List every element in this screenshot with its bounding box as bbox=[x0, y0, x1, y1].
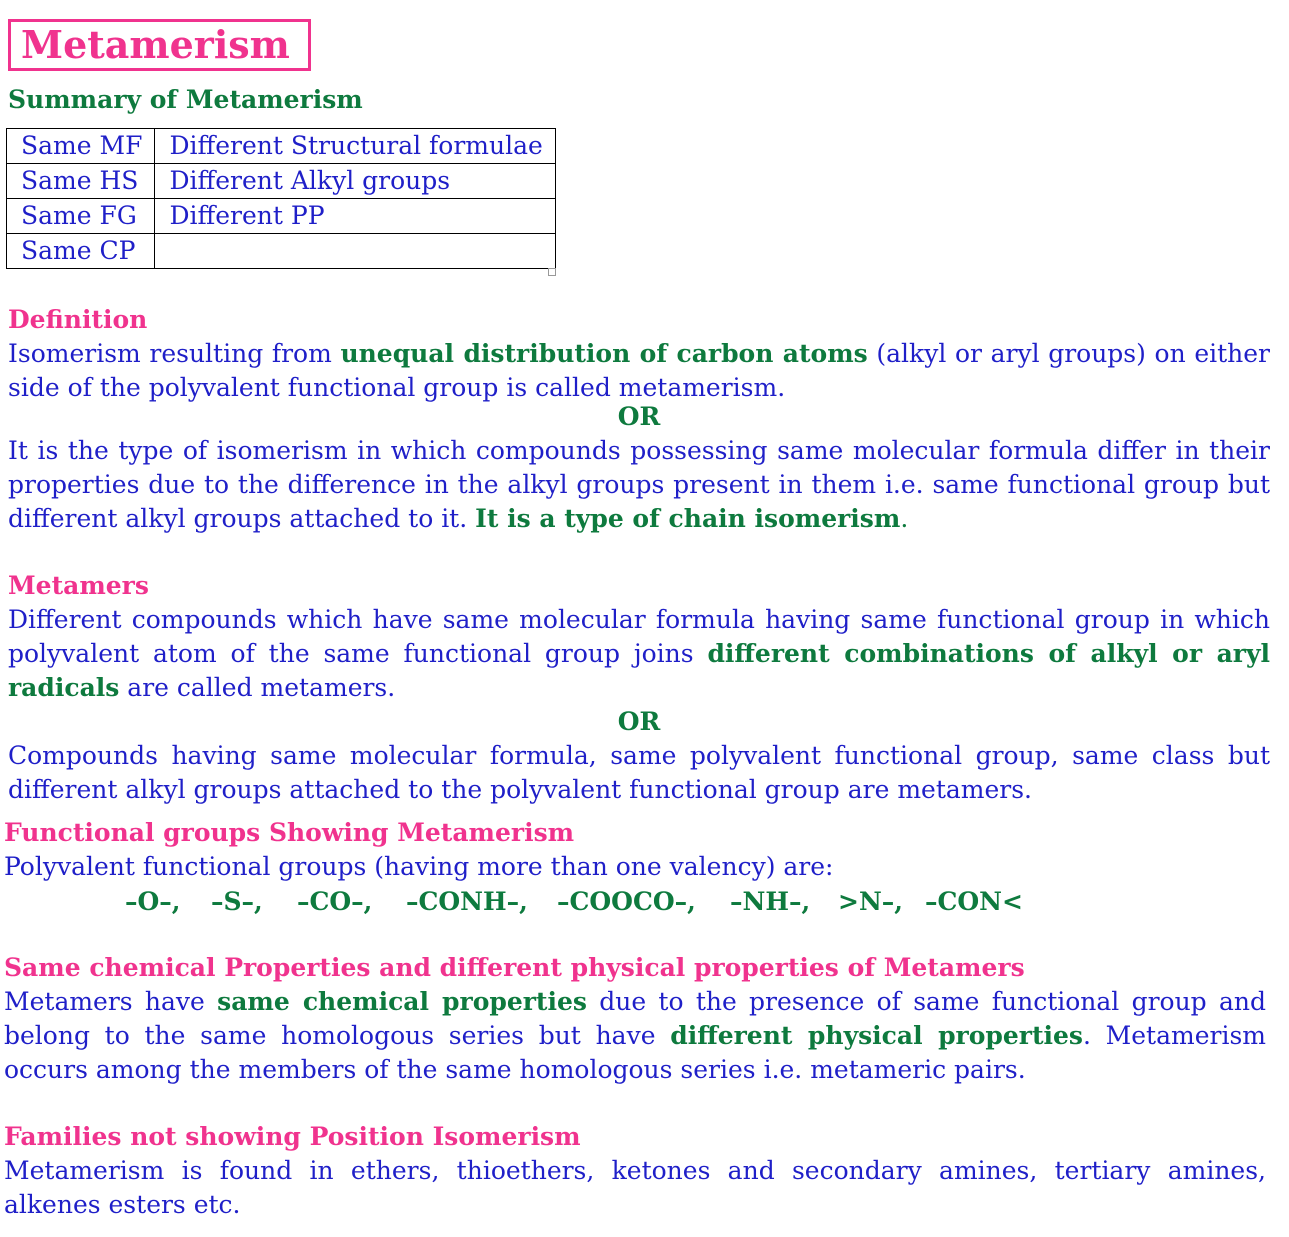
functional-group: >N–, bbox=[838, 887, 904, 916]
table-cell: Different PP bbox=[155, 199, 555, 234]
functional-groups-heading: Functional groups Showing Metamerism bbox=[4, 818, 575, 847]
functional-group: –CO–, bbox=[297, 887, 373, 916]
properties-heading: Same chemical Properties and different physical properties of Metamers bbox=[4, 953, 1025, 982]
definition-section bbox=[8, 303, 1270, 402]
text-run: (alkyl or aryl groups) on either side of the polyvalent functional group is called metamerism. bbox=[8, 339, 1270, 402]
table-cell: Same FG bbox=[7, 199, 155, 234]
table-cell bbox=[155, 234, 555, 269]
functional-groups-section bbox=[4, 816, 1266, 884]
families-heading: Families not showing Position Isomerism bbox=[4, 1122, 581, 1151]
metamers-section bbox=[8, 569, 1270, 807]
summary-heading: Summary of Metamerism bbox=[8, 85, 363, 114]
metamers-paragraph-2: Compounds having same molecular formula, same polyvalent functional group, same class but different alkyl groups attached to the polyvalent functional group are metamers. bbox=[8, 741, 1270, 804]
emphasis-text: It is a type of chain isomerism bbox=[475, 504, 901, 533]
table-row bbox=[7, 129, 556, 164]
families-paragraph: Metamerism is found in ethers, thioethers, ketones and secondary amines, tertiary amines, alkenes esters etc. bbox=[4, 1156, 1266, 1219]
table-row bbox=[7, 164, 556, 199]
emphasis-text: same chemical properties bbox=[217, 987, 587, 1016]
functional-group: –COOCO–, bbox=[557, 887, 696, 916]
text-run: . Metamerism occurs among the members of the same homologous series i.e. metameric pairs. bbox=[4, 1021, 1266, 1084]
functional-groups-intro: Polyvalent functional groups (having more than one valency) are: bbox=[4, 852, 834, 881]
properties-section bbox=[4, 951, 1266, 1087]
summary-table bbox=[6, 128, 556, 269]
definition-paragraph-2 bbox=[8, 434, 1270, 536]
or-separator: OR bbox=[617, 402, 661, 431]
functional-group: –CONH–, bbox=[406, 887, 528, 916]
emphasis-text: unequal distribution of carbon atoms bbox=[340, 339, 868, 368]
functional-group: –CON< bbox=[925, 887, 1023, 916]
metamers-paragraph-1 bbox=[8, 603, 1270, 705]
table-cell: Same CP bbox=[7, 234, 155, 269]
functional-group: –NH–, bbox=[730, 887, 811, 916]
table-cell: Same HS bbox=[7, 164, 155, 199]
text-run: . bbox=[900, 504, 909, 533]
or-separator: OR bbox=[617, 707, 661, 736]
table-cell: Different Alkyl groups bbox=[155, 164, 555, 199]
definition-heading: Definition bbox=[8, 305, 148, 334]
emphasis-text: different combinations of alkyl or aryl radicals bbox=[8, 639, 1271, 702]
emphasis-text: different physical properties bbox=[670, 1021, 1083, 1050]
table-row bbox=[7, 199, 556, 234]
text-run: Different compounds which have same molecular formula having same functional group in which polyvalent atom of the same functional group joins bbox=[8, 605, 1270, 668]
metamers-heading: Metamers bbox=[8, 571, 149, 600]
text-run: It is the type of isomerism in which compounds possessing same molecular formula differ in their properties due to the difference in the alkyl groups present in them i.e. same functional group but different alkyl groups attached to it. bbox=[8, 436, 1270, 533]
table-resize-handle[interactable] bbox=[548, 268, 556, 276]
table-cell: Same MF bbox=[7, 129, 155, 164]
definition-continuation bbox=[8, 400, 1270, 536]
page-title: Metamerism bbox=[8, 19, 311, 71]
definition-paragraph-1 bbox=[8, 337, 1270, 402]
families-section bbox=[4, 1120, 1266, 1222]
table-cell: Different Structural formulae bbox=[155, 129, 555, 164]
text-run: Isomerism resulting from bbox=[8, 339, 341, 368]
properties-paragraph bbox=[4, 985, 1266, 1087]
functional-group: –O–, bbox=[125, 887, 181, 916]
functional-group: –S–, bbox=[211, 887, 263, 916]
text-run: are called metamers. bbox=[119, 673, 396, 702]
text-run: Metamers have bbox=[4, 987, 218, 1016]
text-run: due to the presence of same functional group and belong to the same homologous series but have bbox=[4, 987, 1266, 1050]
table-row bbox=[7, 234, 556, 269]
